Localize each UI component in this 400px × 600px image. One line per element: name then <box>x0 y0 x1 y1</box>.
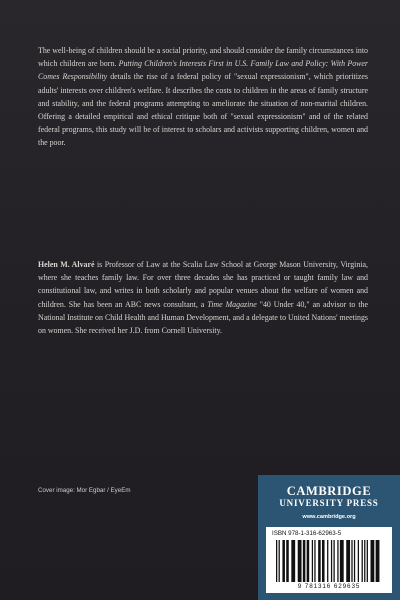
barcode-bar <box>291 540 295 582</box>
barcode-bar <box>333 540 334 582</box>
barcode-bar <box>376 540 380 582</box>
barcode-bar <box>340 540 344 582</box>
barcode-bar <box>367 540 368 582</box>
author-bio <box>38 258 368 337</box>
publisher-logo-text <box>258 485 400 509</box>
barcode-bar <box>331 540 332 582</box>
barcode-bar <box>307 540 310 582</box>
barcode-bar <box>303 540 306 582</box>
barcode-bar <box>282 540 285 582</box>
barcode-bar <box>364 540 365 582</box>
barcode-bar <box>276 540 277 582</box>
barcode-bar <box>371 540 375 582</box>
description-paragraph <box>38 44 368 150</box>
barcode-bar <box>322 540 325 582</box>
book-title: Putting Children's Interests First in U.S. Family Law and Policy: With Power Comes Responsibility <box>38 59 368 82</box>
barcode-bar <box>327 540 328 582</box>
barcode-bar <box>362 540 363 582</box>
bio-text-part1: is Professor of Law at the Scalia Law School at George Mason University, Virginia, where she teaches family law. For over three decades she has practiced or taught family law and constitutional law, and writes in both scholarly and popular venues about the welfare of women and children. She has been an ABC news consultant, a <box>38 260 368 309</box>
magazine-name: Time Magazine <box>207 299 257 309</box>
isbn-barcode-box <box>266 527 392 593</box>
barcode-bar <box>279 540 280 582</box>
barcode-bar <box>286 540 289 582</box>
barcode-bar <box>314 540 315 582</box>
isbn-label: ISBN 978-1-316-62963-5 <box>272 530 342 537</box>
bio-paragraph <box>38 258 368 337</box>
description-intro: The well-being of children should be a social priority, and should consider the family circumstances into which children are born. <box>38 46 368 69</box>
publisher-panel <box>258 475 400 600</box>
publisher-name-line1: CAMBRIDGE <box>286 484 372 498</box>
barcode-bar <box>298 540 302 582</box>
barcode-digits: 9 781316 629635 <box>297 583 361 590</box>
author-name: Helen M. Alvaré <box>38 260 95 269</box>
publisher-name-line2: UNIVERSITY PRESS <box>279 498 379 508</box>
barcode-bar <box>318 540 321 582</box>
cover-image-credit: Cover image: Mor Egbar / EyeEm <box>38 487 131 494</box>
barcode-bar <box>351 540 352 582</box>
barcode-image <box>276 540 382 582</box>
barcode-bar <box>354 540 355 582</box>
book-description <box>38 44 368 150</box>
barcode-bar <box>312 540 313 582</box>
barcode-bar <box>346 540 350 582</box>
bio-text-part2: "40 Under 40," an advisor to the National Institute on Child Health and Human Development, and a delegate to United Nations' meetings on women. She received her J.D. from Cornell University. <box>38 299 368 336</box>
barcode-bar <box>337 540 338 582</box>
barcode-bar <box>358 540 359 582</box>
description-body: details the rise of a federal policy of "sexual expressionism", which prioritizes adults' interests over children's welfare. It describes the costs to children in the areas of family structure and stability, and the federal programs attempting to ameliorate the situation of non-marital children. Offering a detailed empirical and ethical critique both of "sexual expressionism" and of the related federal programs, this study will be of interest to scholars and activists supporting children, women and the poor. <box>38 72 368 148</box>
publisher-url: www.cambridge.org <box>302 514 356 520</box>
